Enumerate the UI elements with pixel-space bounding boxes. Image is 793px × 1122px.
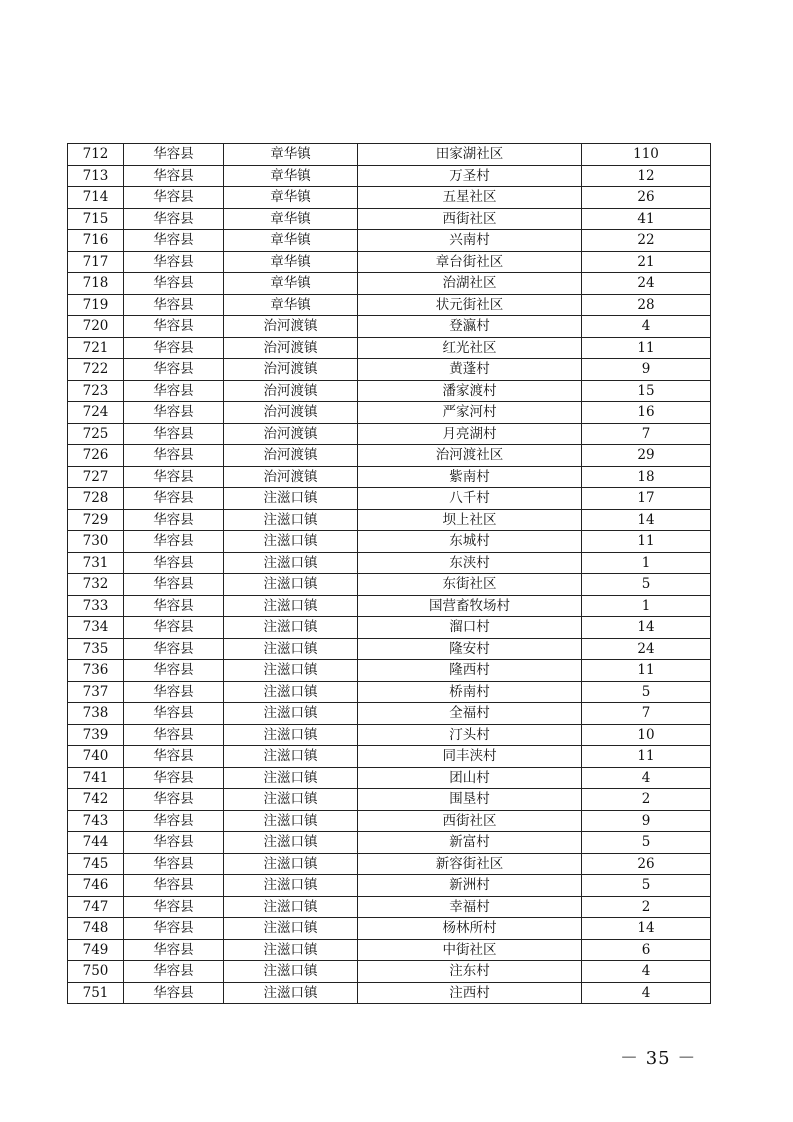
row-index-cell: 721 [68, 337, 124, 359]
village-cell: 幸福村 [358, 896, 582, 918]
table-row [68, 273, 711, 295]
town-cell: 治河渡镇 [224, 337, 358, 359]
town-cell: 注滋口镇 [224, 617, 358, 639]
row-index-cell: 745 [68, 853, 124, 875]
village-cell: 月亮湖村 [358, 423, 582, 445]
county-cell: 华容县 [124, 767, 224, 789]
town-cell: 治河渡镇 [224, 402, 358, 424]
county-cell: 华容县 [124, 466, 224, 488]
count-cell: 41 [582, 208, 711, 230]
county-cell: 华容县 [124, 681, 224, 703]
table-row [68, 767, 711, 789]
count-cell: 11 [582, 531, 711, 553]
row-index-cell: 747 [68, 896, 124, 918]
village-cell: 红光社区 [358, 337, 582, 359]
row-index-cell: 733 [68, 595, 124, 617]
village-cell: 东城村 [358, 531, 582, 553]
county-cell: 华容县 [124, 896, 224, 918]
row-index-cell: 742 [68, 789, 124, 811]
village-cell: 兴南村 [358, 230, 582, 252]
page-number: － 35 － [620, 1048, 697, 1069]
count-cell: 4 [582, 767, 711, 789]
village-cell: 隆西村 [358, 660, 582, 682]
village-cell: 西街社区 [358, 810, 582, 832]
count-cell: 24 [582, 638, 711, 660]
county-cell: 华容县 [124, 595, 224, 617]
table-row [68, 595, 711, 617]
town-cell: 注滋口镇 [224, 574, 358, 596]
village-cell: 桥南村 [358, 681, 582, 703]
count-cell: 7 [582, 423, 711, 445]
town-cell: 章华镇 [224, 251, 358, 273]
town-cell: 章华镇 [224, 187, 358, 209]
village-cell: 黄蓬村 [358, 359, 582, 381]
row-index-cell: 735 [68, 638, 124, 660]
row-index-cell: 732 [68, 574, 124, 596]
town-cell: 注滋口镇 [224, 832, 358, 854]
row-index-cell: 720 [68, 316, 124, 338]
row-index-cell: 740 [68, 746, 124, 768]
town-cell: 注滋口镇 [224, 531, 358, 553]
county-cell: 华容县 [124, 251, 224, 273]
village-cell: 注东村 [358, 961, 582, 983]
count-cell: 26 [582, 187, 711, 209]
count-cell: 24 [582, 273, 711, 295]
table-row [68, 918, 711, 940]
table-row [68, 359, 711, 381]
village-cell: 治湖社区 [358, 273, 582, 295]
row-index-cell: 714 [68, 187, 124, 209]
county-cell: 华容县 [124, 832, 224, 854]
town-cell: 治河渡镇 [224, 445, 358, 467]
table-row [68, 423, 711, 445]
table-row [68, 251, 711, 273]
county-cell: 华容县 [124, 230, 224, 252]
village-cell: 严家河村 [358, 402, 582, 424]
town-cell: 注滋口镇 [224, 939, 358, 961]
county-cell: 华容县 [124, 574, 224, 596]
table-body [68, 144, 711, 1004]
village-cell: 东浃村 [358, 552, 582, 574]
village-cell: 溜口村 [358, 617, 582, 639]
row-index-cell: 727 [68, 466, 124, 488]
village-cell: 八千村 [358, 488, 582, 510]
town-cell: 章华镇 [224, 165, 358, 187]
row-index-cell: 737 [68, 681, 124, 703]
count-cell: 5 [582, 681, 711, 703]
town-cell: 注滋口镇 [224, 896, 358, 918]
count-cell: 6 [582, 939, 711, 961]
village-cell: 章台街社区 [358, 251, 582, 273]
county-cell: 华容县 [124, 853, 224, 875]
table-row [68, 638, 711, 660]
village-cell: 团山村 [358, 767, 582, 789]
table-row [68, 466, 711, 488]
count-cell: 2 [582, 789, 711, 811]
row-index-cell: 712 [68, 144, 124, 166]
row-index-cell: 746 [68, 875, 124, 897]
county-cell: 华容县 [124, 402, 224, 424]
town-cell: 治河渡镇 [224, 316, 358, 338]
village-cell: 万圣村 [358, 165, 582, 187]
county-cell: 华容县 [124, 445, 224, 467]
county-cell: 华容县 [124, 187, 224, 209]
count-cell: 110 [582, 144, 711, 166]
county-cell: 华容县 [124, 724, 224, 746]
town-cell: 注滋口镇 [224, 789, 358, 811]
count-cell: 4 [582, 961, 711, 983]
row-index-cell: 748 [68, 918, 124, 940]
county-cell: 华容县 [124, 875, 224, 897]
table-row [68, 574, 711, 596]
county-cell: 华容县 [124, 982, 224, 1004]
row-index-cell: 750 [68, 961, 124, 983]
village-cell: 隆安村 [358, 638, 582, 660]
row-index-cell: 723 [68, 380, 124, 402]
count-cell: 15 [582, 380, 711, 402]
county-cell: 华容县 [124, 810, 224, 832]
village-cell: 汀头村 [358, 724, 582, 746]
count-cell: 1 [582, 595, 711, 617]
village-cell: 新富村 [358, 832, 582, 854]
row-index-cell: 736 [68, 660, 124, 682]
count-cell: 11 [582, 660, 711, 682]
count-cell: 21 [582, 251, 711, 273]
town-cell: 治河渡镇 [224, 466, 358, 488]
town-cell: 注滋口镇 [224, 509, 358, 531]
village-cell: 田家湖社区 [358, 144, 582, 166]
village-cell: 注西村 [358, 982, 582, 1004]
village-cell: 新容街社区 [358, 853, 582, 875]
row-index-cell: 731 [68, 552, 124, 574]
count-cell: 5 [582, 832, 711, 854]
count-cell: 12 [582, 165, 711, 187]
county-cell: 华容县 [124, 294, 224, 316]
county-cell: 华容县 [124, 509, 224, 531]
county-cell: 华容县 [124, 939, 224, 961]
village-cell: 潘家渡村 [358, 380, 582, 402]
table-row [68, 337, 711, 359]
count-cell: 9 [582, 810, 711, 832]
table-row [68, 724, 711, 746]
village-cell: 西街社区 [358, 208, 582, 230]
village-cell: 治河渡社区 [358, 445, 582, 467]
county-cell: 华容县 [124, 337, 224, 359]
count-cell: 16 [582, 402, 711, 424]
village-cell: 同丰浃村 [358, 746, 582, 768]
count-cell: 14 [582, 509, 711, 531]
county-cell: 华容县 [124, 380, 224, 402]
count-cell: 5 [582, 574, 711, 596]
count-cell: 7 [582, 703, 711, 725]
village-cell: 杨林所村 [358, 918, 582, 940]
county-cell: 华容县 [124, 488, 224, 510]
table-row [68, 681, 711, 703]
town-cell: 注滋口镇 [224, 638, 358, 660]
county-cell: 华容县 [124, 660, 224, 682]
row-index-cell: 749 [68, 939, 124, 961]
count-cell: 29 [582, 445, 711, 467]
row-index-cell: 724 [68, 402, 124, 424]
county-cell: 华容县 [124, 316, 224, 338]
village-cell: 围垦村 [358, 789, 582, 811]
table-row [68, 552, 711, 574]
town-cell: 章华镇 [224, 294, 358, 316]
county-cell: 华容县 [124, 961, 224, 983]
count-cell: 10 [582, 724, 711, 746]
town-cell: 注滋口镇 [224, 918, 358, 940]
town-cell: 注滋口镇 [224, 853, 358, 875]
town-cell: 注滋口镇 [224, 746, 358, 768]
town-cell: 注滋口镇 [224, 724, 358, 746]
data-table [67, 143, 711, 1004]
table-row [68, 746, 711, 768]
count-cell: 2 [582, 896, 711, 918]
county-cell: 华容县 [124, 531, 224, 553]
town-cell: 注滋口镇 [224, 875, 358, 897]
county-cell: 华容县 [124, 423, 224, 445]
row-index-cell: 722 [68, 359, 124, 381]
row-index-cell: 739 [68, 724, 124, 746]
village-cell: 东街社区 [358, 574, 582, 596]
county-cell: 华容县 [124, 208, 224, 230]
village-cell: 国营畜牧场村 [358, 595, 582, 617]
town-cell: 注滋口镇 [224, 767, 358, 789]
table-row [68, 445, 711, 467]
row-index-cell: 741 [68, 767, 124, 789]
table-row [68, 230, 711, 252]
table-row [68, 982, 711, 1004]
table-row [68, 165, 711, 187]
row-index-cell: 744 [68, 832, 124, 854]
count-cell: 4 [582, 982, 711, 1004]
table-row [68, 896, 711, 918]
table-row [68, 703, 711, 725]
county-cell: 华容县 [124, 703, 224, 725]
county-cell: 华容县 [124, 144, 224, 166]
count-cell: 17 [582, 488, 711, 510]
count-cell: 4 [582, 316, 711, 338]
table-row [68, 509, 711, 531]
table-row [68, 144, 711, 166]
count-cell: 18 [582, 466, 711, 488]
row-index-cell: 751 [68, 982, 124, 1004]
village-cell: 中街社区 [358, 939, 582, 961]
town-cell: 章华镇 [224, 208, 358, 230]
county-cell: 华容县 [124, 918, 224, 940]
county-cell: 华容县 [124, 552, 224, 574]
town-cell: 注滋口镇 [224, 660, 358, 682]
village-cell: 登瀛村 [358, 316, 582, 338]
table-row [68, 488, 711, 510]
table-row [68, 789, 711, 811]
count-cell: 22 [582, 230, 711, 252]
row-index-cell: 713 [68, 165, 124, 187]
town-cell: 注滋口镇 [224, 703, 358, 725]
county-cell: 华容县 [124, 638, 224, 660]
count-cell: 11 [582, 337, 711, 359]
county-cell: 华容县 [124, 165, 224, 187]
row-index-cell: 743 [68, 810, 124, 832]
town-cell: 注滋口镇 [224, 982, 358, 1004]
town-cell: 注滋口镇 [224, 552, 358, 574]
count-cell: 14 [582, 617, 711, 639]
row-index-cell: 729 [68, 509, 124, 531]
row-index-cell: 738 [68, 703, 124, 725]
row-index-cell: 726 [68, 445, 124, 467]
table-row [68, 402, 711, 424]
village-cell: 五星社区 [358, 187, 582, 209]
county-cell: 华容县 [124, 617, 224, 639]
village-cell: 新洲村 [358, 875, 582, 897]
town-cell: 章华镇 [224, 273, 358, 295]
row-index-cell: 715 [68, 208, 124, 230]
count-cell: 1 [582, 552, 711, 574]
table-row [68, 617, 711, 639]
table-row [68, 939, 711, 961]
town-cell: 注滋口镇 [224, 488, 358, 510]
town-cell: 章华镇 [224, 144, 358, 166]
table-row [68, 208, 711, 230]
town-cell: 注滋口镇 [224, 810, 358, 832]
row-index-cell: 730 [68, 531, 124, 553]
village-cell: 全福村 [358, 703, 582, 725]
town-cell: 治河渡镇 [224, 423, 358, 445]
table-row [68, 832, 711, 854]
table-row [68, 316, 711, 338]
county-cell: 华容县 [124, 359, 224, 381]
village-cell: 状元街社区 [358, 294, 582, 316]
row-index-cell: 734 [68, 617, 124, 639]
town-cell: 治河渡镇 [224, 359, 358, 381]
count-cell: 28 [582, 294, 711, 316]
county-cell: 华容县 [124, 789, 224, 811]
town-cell: 注滋口镇 [224, 961, 358, 983]
town-cell: 治河渡镇 [224, 380, 358, 402]
row-index-cell: 725 [68, 423, 124, 445]
county-cell: 华容县 [124, 746, 224, 768]
table-row [68, 810, 711, 832]
row-index-cell: 716 [68, 230, 124, 252]
row-index-cell: 717 [68, 251, 124, 273]
row-index-cell: 718 [68, 273, 124, 295]
count-cell: 14 [582, 918, 711, 940]
table-row [68, 853, 711, 875]
town-cell: 章华镇 [224, 230, 358, 252]
table-row [68, 294, 711, 316]
village-cell: 坝上社区 [358, 509, 582, 531]
table-row [68, 531, 711, 553]
count-cell: 5 [582, 875, 711, 897]
town-cell: 注滋口镇 [224, 595, 358, 617]
count-cell: 11 [582, 746, 711, 768]
table-row [68, 875, 711, 897]
table-row [68, 187, 711, 209]
count-cell: 26 [582, 853, 711, 875]
row-index-cell: 719 [68, 294, 124, 316]
table-row [68, 961, 711, 983]
count-cell: 9 [582, 359, 711, 381]
table-row [68, 380, 711, 402]
table-row [68, 660, 711, 682]
row-index-cell: 728 [68, 488, 124, 510]
county-cell: 华容县 [124, 273, 224, 295]
town-cell: 注滋口镇 [224, 681, 358, 703]
village-cell: 紫南村 [358, 466, 582, 488]
